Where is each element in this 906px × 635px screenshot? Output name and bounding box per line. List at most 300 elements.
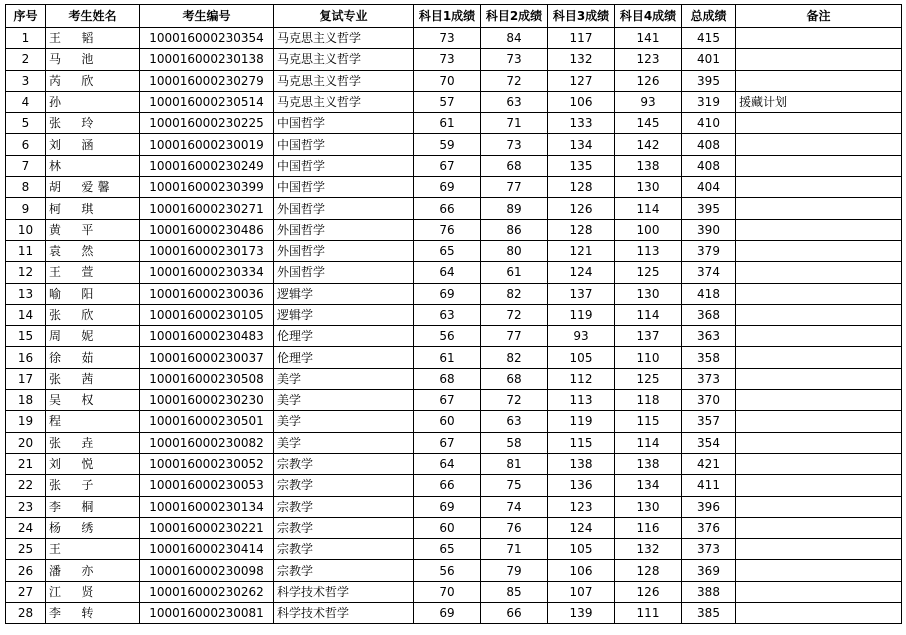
cell-note xyxy=(736,517,902,538)
cell-name: 柯 琪 xyxy=(46,198,140,219)
table-row xyxy=(6,432,902,453)
table-row xyxy=(6,475,902,496)
cell-major: 科学技术哲学 xyxy=(274,603,414,624)
table-row xyxy=(6,368,902,389)
cell-id: 100016000230082 xyxy=(140,432,274,453)
cell-no: 25 xyxy=(6,539,46,560)
cell-score4: 123 xyxy=(615,49,682,70)
cell-note xyxy=(736,134,902,155)
cell-total: 395 xyxy=(682,198,736,219)
cell-total: 404 xyxy=(682,177,736,198)
table-row xyxy=(6,560,902,581)
cell-major: 外国哲学 xyxy=(274,262,414,283)
cell-id: 100016000230514 xyxy=(140,91,274,112)
cell-note xyxy=(736,347,902,368)
table-row xyxy=(6,155,902,176)
table-row xyxy=(6,240,902,261)
header-score2: 科目2成绩 xyxy=(481,5,548,28)
cell-score1: 60 xyxy=(414,411,481,432)
cell-note xyxy=(736,560,902,581)
cell-id: 100016000230019 xyxy=(140,134,274,155)
cell-score1: 65 xyxy=(414,240,481,261)
cell-score4: 145 xyxy=(615,113,682,134)
cell-score3: 124 xyxy=(548,517,615,538)
cell-score2: 61 xyxy=(481,262,548,283)
cell-note xyxy=(736,49,902,70)
header-id: 考生编号 xyxy=(140,5,274,28)
cell-score2: 63 xyxy=(481,411,548,432)
cell-total: 376 xyxy=(682,517,736,538)
cell-score4: 125 xyxy=(615,262,682,283)
cell-score4: 125 xyxy=(615,368,682,389)
cell-no: 21 xyxy=(6,453,46,474)
cell-id: 100016000230037 xyxy=(140,347,274,368)
cell-score1: 66 xyxy=(414,475,481,496)
cell-total: 390 xyxy=(682,219,736,240)
cell-score3: 106 xyxy=(548,560,615,581)
cell-note xyxy=(736,113,902,134)
cell-major: 美学 xyxy=(274,432,414,453)
cell-total: 401 xyxy=(682,49,736,70)
cell-id: 100016000230052 xyxy=(140,453,274,474)
cell-no: 20 xyxy=(6,432,46,453)
cell-total: 374 xyxy=(682,262,736,283)
cell-id: 100016000230279 xyxy=(140,70,274,91)
cell-total: 415 xyxy=(682,28,736,49)
cell-score4: 126 xyxy=(615,581,682,602)
cell-score3: 126 xyxy=(548,198,615,219)
cell-score4: 141 xyxy=(615,28,682,49)
cell-score2: 72 xyxy=(481,390,548,411)
header-name: 考生姓名 xyxy=(46,5,140,28)
cell-total: 408 xyxy=(682,155,736,176)
cell-total: 370 xyxy=(682,390,736,411)
table-row xyxy=(6,283,902,304)
cell-score1: 69 xyxy=(414,496,481,517)
cell-major: 外国哲学 xyxy=(274,219,414,240)
cell-score3: 124 xyxy=(548,262,615,283)
table-row xyxy=(6,411,902,432)
cell-total: 385 xyxy=(682,603,736,624)
cell-id: 100016000230399 xyxy=(140,177,274,198)
cell-major: 马克思主义哲学 xyxy=(274,91,414,112)
cell-score3: 123 xyxy=(548,496,615,517)
cell-score1: 68 xyxy=(414,368,481,389)
cell-score2: 77 xyxy=(481,326,548,347)
cell-score3: 127 xyxy=(548,70,615,91)
cell-id: 100016000230501 xyxy=(140,411,274,432)
cell-score2: 76 xyxy=(481,517,548,538)
cell-score2: 89 xyxy=(481,198,548,219)
cell-id: 100016000230249 xyxy=(140,155,274,176)
cell-score3: 134 xyxy=(548,134,615,155)
cell-score3: 113 xyxy=(548,390,615,411)
cell-total: 411 xyxy=(682,475,736,496)
cell-id: 100016000230098 xyxy=(140,560,274,581)
table-row xyxy=(6,113,902,134)
cell-score3: 112 xyxy=(548,368,615,389)
cell-name: 张 子 xyxy=(46,475,140,496)
cell-major: 宗教学 xyxy=(274,560,414,581)
cell-note xyxy=(736,219,902,240)
table-row xyxy=(6,177,902,198)
cell-score3: 135 xyxy=(548,155,615,176)
cell-score4: 130 xyxy=(615,283,682,304)
cell-score4: 138 xyxy=(615,453,682,474)
cell-score3: 117 xyxy=(548,28,615,49)
cell-score2: 68 xyxy=(481,155,548,176)
cell-score4: 115 xyxy=(615,411,682,432)
cell-score4: 137 xyxy=(615,326,682,347)
cell-id: 100016000230271 xyxy=(140,198,274,219)
cell-name: 孙 xyxy=(46,91,140,112)
cell-score2: 79 xyxy=(481,560,548,581)
score-table xyxy=(5,4,902,624)
cell-score3: 132 xyxy=(548,49,615,70)
cell-name: 袁 然 xyxy=(46,240,140,261)
header-score3: 科目3成绩 xyxy=(548,5,615,28)
cell-score3: 106 xyxy=(548,91,615,112)
header-major: 复试专业 xyxy=(274,5,414,28)
cell-score4: 134 xyxy=(615,475,682,496)
cell-no: 9 xyxy=(6,198,46,219)
cell-score4: 111 xyxy=(615,603,682,624)
cell-name: 刘 悦 xyxy=(46,453,140,474)
table-row xyxy=(6,581,902,602)
cell-score3: 137 xyxy=(548,283,615,304)
cell-no: 22 xyxy=(6,475,46,496)
cell-score4: 126 xyxy=(615,70,682,91)
cell-score3: 128 xyxy=(548,219,615,240)
cell-score2: 73 xyxy=(481,49,548,70)
cell-no: 16 xyxy=(6,347,46,368)
cell-note xyxy=(736,581,902,602)
cell-score1: 61 xyxy=(414,347,481,368)
table-row xyxy=(6,347,902,368)
cell-name: 江 贤 xyxy=(46,581,140,602)
cell-score3: 105 xyxy=(548,347,615,368)
cell-id: 100016000230225 xyxy=(140,113,274,134)
cell-score4: 130 xyxy=(615,177,682,198)
cell-score3: 107 xyxy=(548,581,615,602)
cell-major: 宗教学 xyxy=(274,517,414,538)
cell-note xyxy=(736,240,902,261)
table-row xyxy=(6,603,902,624)
cell-score4: 93 xyxy=(615,91,682,112)
cell-major: 中国哲学 xyxy=(274,155,414,176)
cell-no: 26 xyxy=(6,560,46,581)
cell-id: 100016000230138 xyxy=(140,49,274,70)
table-row xyxy=(6,304,902,325)
cell-score3: 136 xyxy=(548,475,615,496)
cell-score4: 114 xyxy=(615,304,682,325)
cell-major: 中国哲学 xyxy=(274,177,414,198)
cell-name: 黄 平 xyxy=(46,219,140,240)
cell-total: 373 xyxy=(682,539,736,560)
cell-id: 100016000230230 xyxy=(140,390,274,411)
cell-total: 354 xyxy=(682,432,736,453)
cell-score2: 72 xyxy=(481,304,548,325)
cell-total: 373 xyxy=(682,368,736,389)
cell-major: 中国哲学 xyxy=(274,113,414,134)
cell-score4: 100 xyxy=(615,219,682,240)
cell-score2: 82 xyxy=(481,283,548,304)
cell-note: 援藏计划 xyxy=(736,91,902,112)
cell-score2: 72 xyxy=(481,70,548,91)
cell-name: 喻 阳 xyxy=(46,283,140,304)
cell-no: 19 xyxy=(6,411,46,432)
cell-score1: 63 xyxy=(414,304,481,325)
cell-score2: 63 xyxy=(481,91,548,112)
cell-name: 周 妮 xyxy=(46,326,140,347)
cell-name: 王 韬 xyxy=(46,28,140,49)
cell-name: 林 xyxy=(46,155,140,176)
cell-score1: 66 xyxy=(414,198,481,219)
cell-score3: 139 xyxy=(548,603,615,624)
cell-score2: 77 xyxy=(481,177,548,198)
cell-score1: 56 xyxy=(414,326,481,347)
cell-score1: 76 xyxy=(414,219,481,240)
cell-score1: 67 xyxy=(414,390,481,411)
cell-name: 马 池 xyxy=(46,49,140,70)
cell-score4: 116 xyxy=(615,517,682,538)
cell-score4: 130 xyxy=(615,496,682,517)
cell-note xyxy=(736,368,902,389)
cell-name: 程 xyxy=(46,411,140,432)
cell-score4: 132 xyxy=(615,539,682,560)
cell-total: 357 xyxy=(682,411,736,432)
cell-name: 张 垚 xyxy=(46,432,140,453)
cell-score2: 71 xyxy=(481,539,548,560)
cell-score4: 142 xyxy=(615,134,682,155)
cell-major: 逻辑学 xyxy=(274,283,414,304)
cell-no: 8 xyxy=(6,177,46,198)
cell-score1: 70 xyxy=(414,581,481,602)
cell-no: 13 xyxy=(6,283,46,304)
cell-score1: 73 xyxy=(414,49,481,70)
cell-no: 3 xyxy=(6,70,46,91)
cell-note xyxy=(736,539,902,560)
cell-note xyxy=(736,411,902,432)
cell-major: 马克思主义哲学 xyxy=(274,70,414,91)
cell-note xyxy=(736,177,902,198)
table-row xyxy=(6,496,902,517)
cell-major: 外国哲学 xyxy=(274,240,414,261)
cell-note xyxy=(736,475,902,496)
table-row xyxy=(6,326,902,347)
cell-score4: 138 xyxy=(615,155,682,176)
cell-total: 408 xyxy=(682,134,736,155)
cell-no: 18 xyxy=(6,390,46,411)
table-row xyxy=(6,219,902,240)
header-no: 序号 xyxy=(6,5,46,28)
cell-score4: 113 xyxy=(615,240,682,261)
cell-name: 吴 权 xyxy=(46,390,140,411)
cell-name: 刘 涵 xyxy=(46,134,140,155)
cell-score4: 114 xyxy=(615,198,682,219)
table-header xyxy=(6,5,902,28)
cell-score1: 69 xyxy=(414,603,481,624)
cell-score4: 128 xyxy=(615,560,682,581)
cell-score2: 68 xyxy=(481,368,548,389)
cell-score2: 85 xyxy=(481,581,548,602)
cell-name: 王 萱 xyxy=(46,262,140,283)
table-row xyxy=(6,70,902,91)
table-row xyxy=(6,539,902,560)
cell-note xyxy=(736,283,902,304)
cell-total: 395 xyxy=(682,70,736,91)
cell-no: 5 xyxy=(6,113,46,134)
cell-score1: 67 xyxy=(414,432,481,453)
cell-note xyxy=(736,603,902,624)
cell-score2: 86 xyxy=(481,219,548,240)
cell-no: 24 xyxy=(6,517,46,538)
cell-no: 10 xyxy=(6,219,46,240)
cell-score3: 133 xyxy=(548,113,615,134)
cell-major: 美学 xyxy=(274,368,414,389)
cell-major: 马克思主义哲学 xyxy=(274,49,414,70)
cell-total: 368 xyxy=(682,304,736,325)
cell-score1: 65 xyxy=(414,539,481,560)
cell-major: 伦理学 xyxy=(274,326,414,347)
cell-score3: 119 xyxy=(548,411,615,432)
cell-score4: 114 xyxy=(615,432,682,453)
cell-id: 100016000230508 xyxy=(140,368,274,389)
cell-note xyxy=(736,28,902,49)
cell-note xyxy=(736,198,902,219)
cell-id: 100016000230053 xyxy=(140,475,274,496)
cell-no: 23 xyxy=(6,496,46,517)
table-row xyxy=(6,262,902,283)
cell-total: 388 xyxy=(682,581,736,602)
cell-note xyxy=(736,496,902,517)
cell-score1: 73 xyxy=(414,28,481,49)
cell-no: 14 xyxy=(6,304,46,325)
cell-major: 宗教学 xyxy=(274,539,414,560)
cell-score1: 64 xyxy=(414,262,481,283)
cell-score2: 82 xyxy=(481,347,548,368)
cell-note xyxy=(736,326,902,347)
cell-name: 李 桐 xyxy=(46,496,140,517)
table-row xyxy=(6,28,902,49)
cell-no: 1 xyxy=(6,28,46,49)
cell-no: 7 xyxy=(6,155,46,176)
table-row xyxy=(6,517,902,538)
header-score1: 科目1成绩 xyxy=(414,5,481,28)
cell-name: 张 茜 xyxy=(46,368,140,389)
cell-no: 11 xyxy=(6,240,46,261)
cell-name: 潘 亦 xyxy=(46,560,140,581)
cell-score1: 67 xyxy=(414,155,481,176)
header-note: 备注 xyxy=(736,5,902,28)
cell-name: 杨 绣 xyxy=(46,517,140,538)
cell-score4: 118 xyxy=(615,390,682,411)
cell-name: 张 欣 xyxy=(46,304,140,325)
cell-no: 4 xyxy=(6,91,46,112)
cell-id: 100016000230173 xyxy=(140,240,274,261)
table-row xyxy=(6,49,902,70)
cell-id: 100016000230354 xyxy=(140,28,274,49)
cell-score1: 70 xyxy=(414,70,481,91)
cell-score2: 74 xyxy=(481,496,548,517)
cell-id: 100016000230081 xyxy=(140,603,274,624)
cell-total: 319 xyxy=(682,91,736,112)
cell-score2: 75 xyxy=(481,475,548,496)
cell-no: 15 xyxy=(6,326,46,347)
cell-id: 100016000230486 xyxy=(140,219,274,240)
cell-total: 369 xyxy=(682,560,736,581)
cell-total: 410 xyxy=(682,113,736,134)
table-row xyxy=(6,453,902,474)
cell-major: 外国哲学 xyxy=(274,198,414,219)
cell-note xyxy=(736,453,902,474)
cell-name: 芮 欣 xyxy=(46,70,140,91)
cell-score3: 93 xyxy=(548,326,615,347)
cell-total: 421 xyxy=(682,453,736,474)
cell-total: 418 xyxy=(682,283,736,304)
cell-score2: 58 xyxy=(481,432,548,453)
header-score4: 科目4成绩 xyxy=(615,5,682,28)
cell-name: 张 玲 xyxy=(46,113,140,134)
cell-total: 396 xyxy=(682,496,736,517)
table-row xyxy=(6,134,902,155)
cell-note xyxy=(736,70,902,91)
cell-no: 27 xyxy=(6,581,46,602)
cell-score1: 57 xyxy=(414,91,481,112)
header-total: 总成绩 xyxy=(682,5,736,28)
cell-major: 伦理学 xyxy=(274,347,414,368)
table-row xyxy=(6,390,902,411)
cell-score1: 69 xyxy=(414,177,481,198)
cell-total: 363 xyxy=(682,326,736,347)
cell-id: 100016000230262 xyxy=(140,581,274,602)
cell-score1: 60 xyxy=(414,517,481,538)
header-row xyxy=(6,5,902,28)
cell-note xyxy=(736,390,902,411)
cell-major: 逻辑学 xyxy=(274,304,414,325)
cell-score3: 119 xyxy=(548,304,615,325)
cell-score1: 59 xyxy=(414,134,481,155)
cell-score1: 61 xyxy=(414,113,481,134)
cell-score1: 56 xyxy=(414,560,481,581)
cell-score4: 110 xyxy=(615,347,682,368)
cell-id: 100016000230414 xyxy=(140,539,274,560)
cell-total: 358 xyxy=(682,347,736,368)
table-row xyxy=(6,91,902,112)
cell-major: 马克思主义哲学 xyxy=(274,28,414,49)
cell-id: 100016000230134 xyxy=(140,496,274,517)
cell-no: 28 xyxy=(6,603,46,624)
cell-major: 美学 xyxy=(274,411,414,432)
cell-name: 李 转 xyxy=(46,603,140,624)
cell-major: 宗教学 xyxy=(274,475,414,496)
table-row xyxy=(6,198,902,219)
cell-note xyxy=(736,304,902,325)
cell-id: 100016000230036 xyxy=(140,283,274,304)
table-body xyxy=(6,28,902,624)
cell-total: 379 xyxy=(682,240,736,261)
cell-score2: 71 xyxy=(481,113,548,134)
cell-no: 2 xyxy=(6,49,46,70)
cell-major: 美学 xyxy=(274,390,414,411)
cell-score3: 115 xyxy=(548,432,615,453)
cell-major: 宗教学 xyxy=(274,453,414,474)
cell-no: 17 xyxy=(6,368,46,389)
cell-score2: 84 xyxy=(481,28,548,49)
cell-score3: 138 xyxy=(548,453,615,474)
cell-score2: 80 xyxy=(481,240,548,261)
cell-score3: 121 xyxy=(548,240,615,261)
